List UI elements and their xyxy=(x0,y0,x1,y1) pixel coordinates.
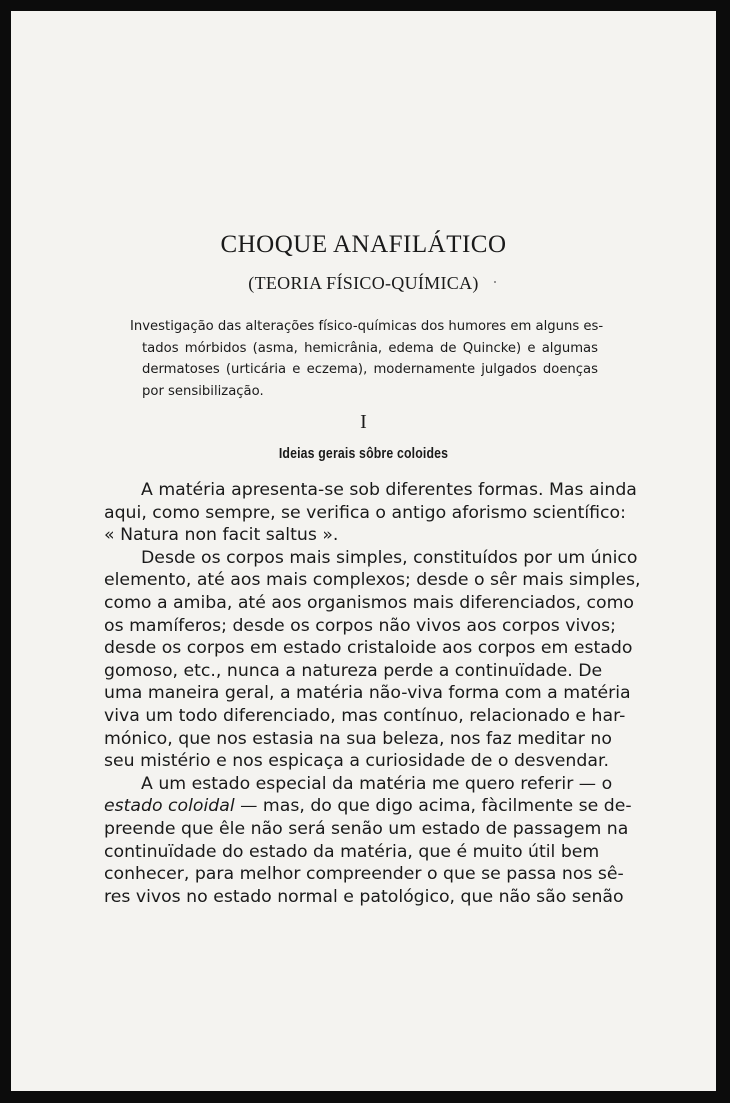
section-title: Ideias gerais sôbre coloides xyxy=(278,445,449,462)
body-line: preende que êle não será senão um estado de passagem na xyxy=(104,818,629,839)
body-line: res vivos no estado normal e patológico, que não são senão xyxy=(104,886,624,907)
abstract-line: por sensibilização. xyxy=(142,383,264,399)
body-line: seu mistério e nos espicaça a curiosidade de o desvendar. xyxy=(104,751,609,772)
body-line: conhecer, para melhor compreender o que se passa nos sê- xyxy=(104,864,624,885)
body-line: viva um todo diferenciado, mas contínuo, relacionado e har- xyxy=(104,705,626,726)
document-subtitle: (TEORIA FÍSICO-QUÍMICA) xyxy=(248,273,479,293)
body-line: « Natura non facit saltus ». xyxy=(104,525,339,546)
abstract-line: Investigação das alterações físico-químicas dos humores em alguns es- xyxy=(130,319,604,334)
body-line: elemento, até aos mais complexos; desde o sêr mais simples, xyxy=(104,570,641,591)
abstract-line: dermatoses (urticária e eczema), modernamente julgados doenças xyxy=(142,362,598,377)
body-line: A um estado especial da matéria me quero referir — o xyxy=(141,773,613,794)
emphasis-term: estado coloidal xyxy=(104,796,235,817)
body-line: como a amiba, até aos organismos mais diferenciados, como xyxy=(104,592,634,613)
body-line-rest: — mas, do que digo acima, fàcilmente se de- xyxy=(234,796,632,817)
body-line: uma maneira geral, a matéria não-viva forma com a matéria xyxy=(104,683,631,704)
body-line: A matéria apresenta-se sob diferentes formas. Mas ainda xyxy=(141,480,637,500)
body-line-mixed xyxy=(104,795,632,818)
chapter-number: I xyxy=(360,411,367,433)
body-line: Desde os corpos mais simples, constituídos por um único xyxy=(141,547,638,568)
body-line: mónico, que nos estasia na sua beleza, nos faz meditar no xyxy=(104,728,612,749)
print-speck xyxy=(494,281,496,283)
body-line: os mamíferos; desde os corpos não vivos aos corpos vivos; xyxy=(104,615,616,636)
body-line: desde os corpos em estado cristaloide aos corpos em estado xyxy=(104,638,633,659)
abstract xyxy=(130,316,604,402)
body-line: aqui, como sempre, se verifica o antigo aforismo scientífico: xyxy=(104,502,626,523)
document-page xyxy=(11,11,716,1091)
document-title: CHOQUE ANAFILÁTICO xyxy=(220,231,507,258)
abstract-line: tados mórbidos (asma, hemicrânia, edema de Quincke) e algumas xyxy=(142,340,598,356)
body-text xyxy=(104,479,641,908)
page-content xyxy=(11,11,716,1091)
body-line: continuïdade do estado da matéria, que é muito útil bem xyxy=(104,841,600,862)
body-line: gomoso, etc., nunca a natureza perde a continuïdade. De xyxy=(104,660,603,681)
